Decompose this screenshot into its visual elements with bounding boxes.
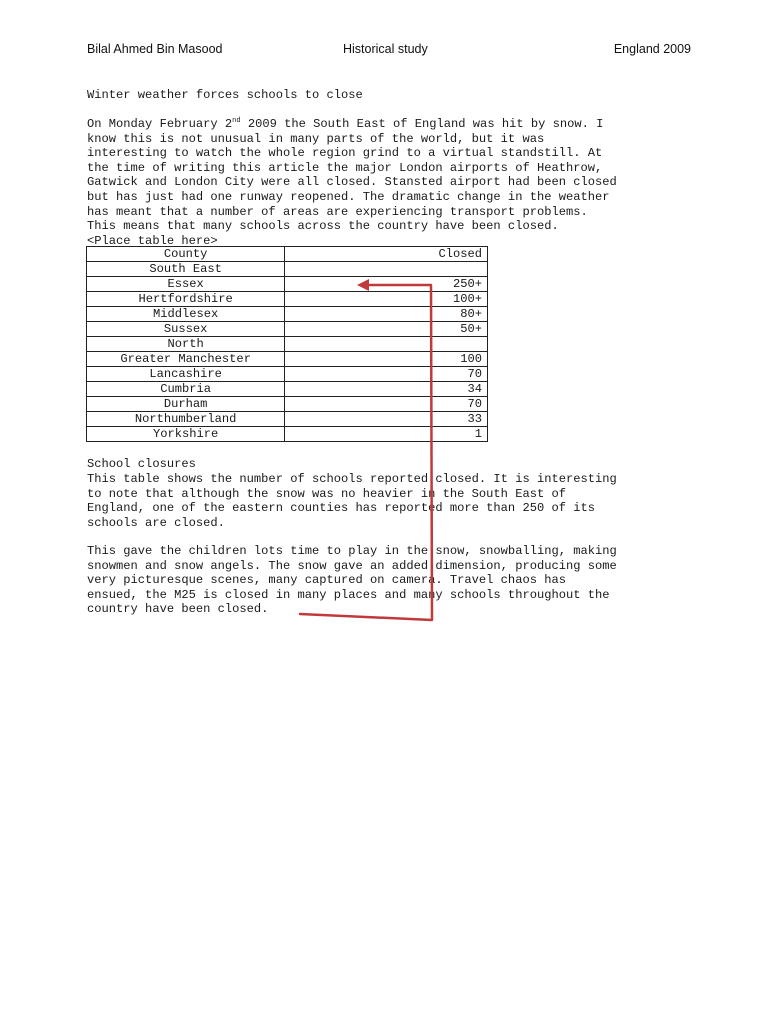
header-place-year: England 2009 — [613, 42, 691, 56]
para3-line: very picturesque scenes, many captured on camera. Travel chaos has — [87, 573, 566, 588]
table-row — [87, 427, 488, 442]
ordinal-suffix: nd — [232, 117, 241, 125]
para1-line: This means that many schools across the country have been closed. — [87, 219, 559, 234]
para1-line: interesting to watch the whole region grind to a virtual standstill. At — [87, 146, 603, 161]
table-row — [87, 412, 488, 427]
county-cell: Essex — [87, 277, 285, 292]
county-cell: Lancashire — [87, 367, 285, 382]
header-cell-county: County — [87, 247, 285, 262]
county-cell: Yorkshire — [87, 427, 285, 442]
header-author: Bilal Ahmed Bin Masood — [87, 42, 223, 56]
school-closures-table — [86, 246, 488, 442]
page-header — [87, 42, 691, 60]
header-cell-closed: Closed — [285, 247, 488, 262]
closed-cell — [285, 337, 488, 352]
section-title: School closures — [87, 457, 196, 471]
table-row — [87, 262, 488, 277]
article-paragraph — [87, 117, 617, 248]
table-row — [87, 382, 488, 397]
para1-line: but has just had one runway reopened. The dramatic change in the weather — [87, 189, 610, 204]
table-row — [87, 367, 488, 382]
closed-cell: 250+ — [285, 277, 488, 292]
para2-line: This table shows the number of schools reported closed. It is interesting — [87, 472, 617, 486]
para1-line: On Monday February 2 — [87, 117, 233, 131]
county-cell: Greater Manchester — [87, 352, 285, 367]
closed-cell: 50+ — [285, 322, 488, 337]
header-subject: Historical study — [343, 42, 428, 56]
para3-line: ensued, the M25 is closed in many places and many schools throughout the — [87, 587, 610, 602]
county-cell: Northumberland — [87, 412, 285, 427]
county-cell: Middlesex — [87, 307, 285, 322]
table-row — [87, 292, 488, 307]
closed-cell: 80+ — [285, 307, 488, 322]
para3-line: This gave the children lots time to play in the snow, snowballing, making — [87, 544, 617, 558]
county-cell: Cumbria — [87, 382, 285, 397]
table-placeholder: <Place table here> — [87, 233, 218, 248]
para3-line: snowmen and snow angels. The snow gave an added dimension, producing some — [87, 558, 617, 573]
para1-line: has meant that a number of areas are experiencing transport problems. — [87, 204, 588, 219]
section-paragraph — [87, 472, 617, 530]
closed-cell: 34 — [285, 382, 488, 397]
county-cell: South East — [87, 262, 285, 277]
closed-cell: 33 — [285, 412, 488, 427]
table-row — [87, 307, 488, 322]
county-cell: Sussex — [87, 322, 285, 337]
para2-line: to note that although the snow was no heavier in the South East of — [87, 486, 566, 501]
county-cell: Hertfordshire — [87, 292, 285, 307]
closed-cell: 70 — [285, 397, 488, 412]
closing-paragraph — [87, 544, 617, 617]
table-row — [87, 352, 488, 367]
para1-line: 2009 the South East of England was hit by snow. I — [240, 117, 604, 131]
closed-cell — [285, 262, 488, 277]
county-cell: North — [87, 337, 285, 352]
para3-line: country have been closed. — [87, 602, 269, 617]
para2-line: schools are closed. — [87, 515, 225, 530]
para2-line: England, one of the eastern counties has reported more than 250 of its — [87, 501, 596, 516]
closed-cell: 1 — [285, 427, 488, 442]
para1-line: know this is not unusual in many parts of the world, but it was — [87, 131, 545, 146]
table-row — [87, 397, 488, 412]
para1-line: Gatwick and London City were all closed. Stansted airport had been closed — [87, 175, 617, 190]
closed-cell: 70 — [285, 367, 488, 382]
para1-line: the time of writing this article the major London airports of Heathrow, — [87, 160, 603, 175]
closed-cell: 100 — [285, 352, 488, 367]
closed-cell: 100+ — [285, 292, 488, 307]
county-cell: Durham — [87, 397, 285, 412]
table-row — [87, 322, 488, 337]
table-row — [87, 337, 488, 352]
article-title: Winter weather forces schools to close — [87, 88, 363, 102]
table-row — [87, 277, 488, 292]
table-header-row — [87, 247, 488, 262]
